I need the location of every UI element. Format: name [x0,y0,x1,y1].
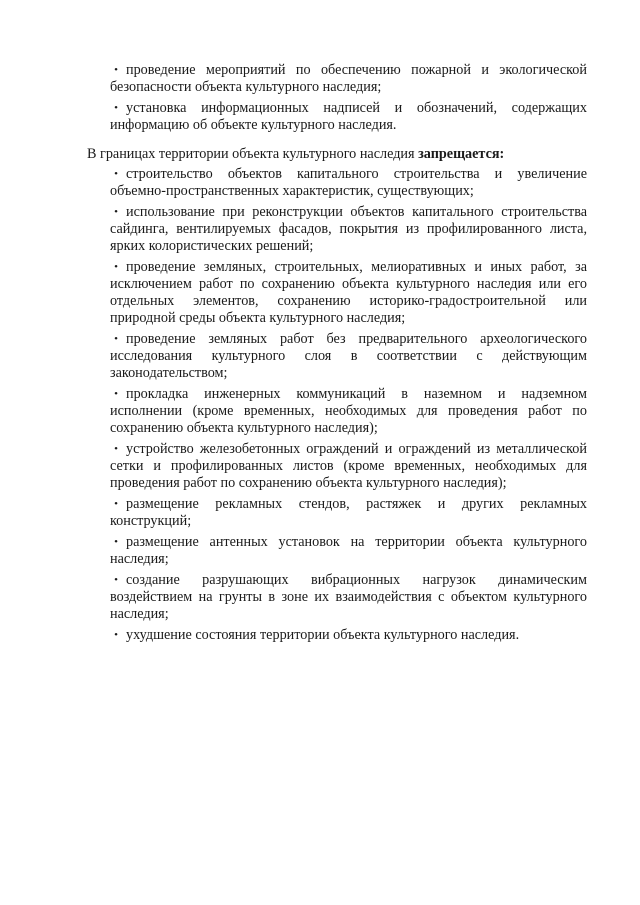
list-item [87,496,587,530]
bullet-icon: • [114,574,118,586]
list-item [87,441,587,492]
bullet-icon: • [114,261,118,273]
list-item-text: размещение рекламных стендов, растяжек и других рекламных конструкций; [110,496,587,529]
list-item [87,331,587,382]
list-item-text: прокладка инженерных коммуникаций в наземном и надземном исполнении (кроме временных, необходимых для проведения работ по сохранению объекта культурного наследия); [110,386,587,436]
bullet-icon: • [114,333,118,345]
prohibitions-intro [87,146,587,163]
intro-text: В границах территории объекта культурного наследия [87,146,419,162]
bullet-icon: • [114,443,118,455]
list-item-text: устройство железобетонных ограждений и ограждений из металлической сетки и профилированных листов (кроме временных, необходимых для проведения работ по сохранению объекта культурного наследия); [110,441,587,491]
list-item-text: проведение мероприятий по обеспечению пожарной и экологической безопасности объекта культурного наследия; [110,62,587,95]
list-item-text: использование при реконструкции объектов капитального строительства сайдинга, вентилируемых фасадов, покрытия из профилированного листа, ярких колористических решений; [110,204,587,254]
prohibited-activities-list [87,166,587,644]
list-item-text: проведение земляных работ без предварительного археологического исследования культурного слоя в соответствии с действующим законодательством; [110,331,587,381]
list-item-text: ухудшение состояния территории объекта культурного наследия. [126,627,520,643]
document-body [87,62,587,648]
bullet-icon: • [114,102,118,114]
list-item [87,386,587,437]
list-item [87,62,587,96]
bullet-icon: • [114,64,118,76]
permitted-activities-list [87,62,587,134]
intro-bold-word: запрещается: [418,146,505,162]
bullet-icon: • [114,168,118,180]
list-item-text: строительство объектов капитального строительства и увеличение объемно-пространственных характеристик, существующих; [110,166,587,199]
bullet-icon: • [114,629,118,641]
list-item [87,259,587,327]
list-item [87,204,587,255]
list-item [87,627,587,644]
list-item-text: размещение антенных установок на территории объекта культурного наследия; [110,534,587,567]
list-item [87,166,587,200]
bullet-icon: • [114,536,118,548]
list-item [87,100,587,134]
bullet-icon: • [114,388,118,400]
bullet-icon: • [114,206,118,218]
list-item [87,572,587,623]
bullet-icon: • [114,498,118,510]
list-item-text: проведение земляных, строительных, мелиоративных и иных работ, за исключением работ по сохранению объекта культурного наследия или его отдельных элементов, сохранению историко-градостроительной или природной среды объекта культурного наследия; [110,259,587,326]
list-item [87,534,587,568]
list-item-text: создание разрушающих вибрационных нагрузок динамическим воздействием на грунты в зоне их взаимодействия с объектом культурного наследия; [110,572,587,622]
list-item-text: установка информационных надписей и обозначений, содержащих информацию об объекте культурного наследия. [110,100,587,133]
